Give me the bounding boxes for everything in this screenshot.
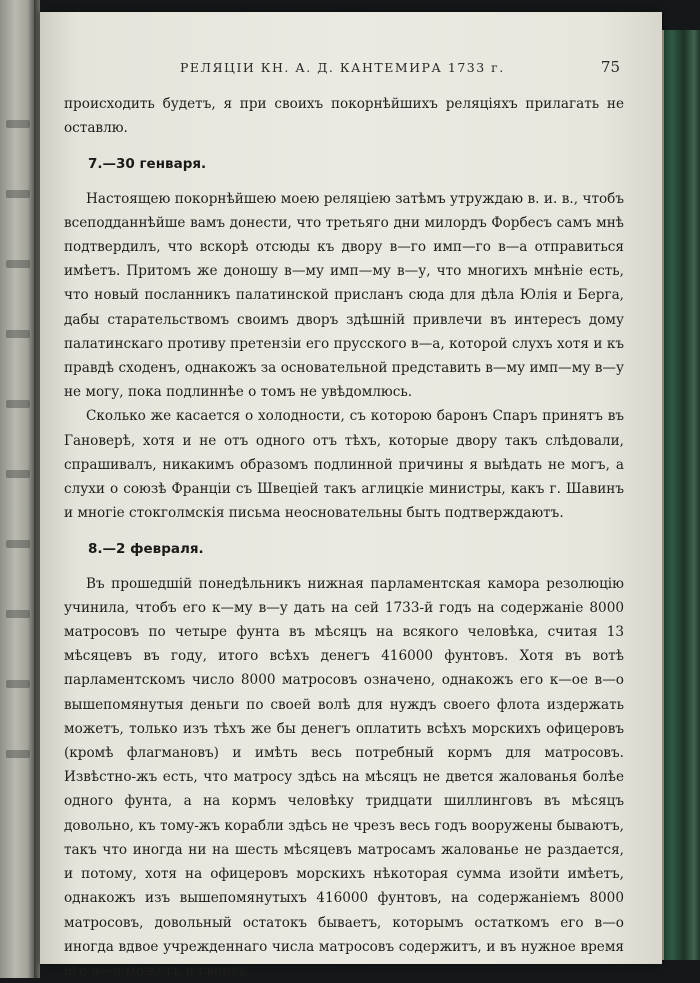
book-cover-edge <box>660 30 700 960</box>
running-head: РЕЛЯЦІИ КН. А. Д. КАНТЕМИРА 1733 г. <box>180 60 505 75</box>
page-header <box>40 60 662 84</box>
section-7-heading: 7.—30 генваря. <box>88 156 207 173</box>
book-page <box>40 12 662 979</box>
page-number: 75 <box>600 58 620 76</box>
section-8-heading: 8.—2 февраля. <box>88 541 204 558</box>
intro-paragraph: происходить будетъ, я при своихъ покорнѣйшихъ реляціяхъ прилагать не оставлю. <box>64 96 624 137</box>
left-page-edge <box>0 0 34 978</box>
section-7-paragraph-1: Настоящею покорнѣйшею моею реляціею затѣмъ утруждаю в. и. в., чтобъ всеподданнѣйше вамъ донести, что третьяго дни милордъ Форбесъ самъ мнѣ подтвердилъ, что вскорѣ отсюды къ двору в—го имп—го в—а отправиться имѣетъ. Притомъ же доношу в—му имп—му в—у, что многихъ мнѣніе есть, что новый посланникъ палатинской присланъ сюда для дѣла Юлія и Берга, дабы старательствомъ своимъ дворъ здѣшній привлечи въ интересъ дому палатинскаго противу претензіи его прусского в—а, которой слухъ хотя и къ правдѣ сходенъ, однакожъ за основательной представить в—му имп—му в—у не могу, пока подлиннѣе о томъ не увѣдомлюсь. <box>64 190 624 401</box>
page-body <box>64 92 624 983</box>
section-8-paragraph-1: Въ прошедшій понедѣльникъ нижная парламентская камора резолюцію учинила, чтобъ его к—му в—у дать на сей 1733-й годъ на содержаніе 8000 матросовъ по четыре фунта въ мѣсяцъ на всякого человѣка, считая 13 мѣсяцевъ въ году, итого всѣхъ денегъ 416000 фунтовъ. Хотя въ вотѣ парламентскомъ число 8000 матросовъ означено, однакожъ его к—ое в—о вышепомянутыя деньги по своей волѣ для нуждъ своего флота издержать можетъ, только изъ тѣхъ же бы денегъ оплатить всѣхъ морскихъ офицеровъ (кромѣ флагмановъ) и имѣть весь потребный кормъ для матросовъ. Извѣстно-жъ есть, что матросу здѣсь на мѣсяцъ не двется жалованья болѣе одного фунта, а на кормъ человѣку тридцати шиллинговъ въ мѣсяцъ довольно, къ тому-жъ корабли здѣсь не чрезъ весь годъ вооружены бываютъ, такъ что иногда ни на шесть мѣсяцевъ матросамъ жалованье не раздается, и потому, хотя на офицеровъ морскихъ нѣкоторая сумма изойти имѣетъ, однакожъ изъ вышепомянутыхъ 416000 фунтовъ, на содержаніемъ 8000 матросовъ, довольный остатокъ бываетъ, которымъ остаткомъ его в—о иногда вдвое учрежденнаго числа матросовъ содержитъ, и въ нужное время его в—о можетъ и сверхъ <box>64 575 624 979</box>
section-7-paragraph-2: Сколько же касается о холодности, съ которою баронъ Спаръ принятъ въ Гановерѣ, хотя и не отъ одного отъ тѣхъ, которые двору такъ слѣдовали, спрашивалъ, никакимъ образомъ подлинной причины я выѣдать не могъ, а слухи о союзѣ Франціи съ Швеціей такъ аглицкіе министры, какъ г. Шавинъ и многіе стокголмскія письма неосновательны быть подтверждаютъ. <box>64 408 624 522</box>
